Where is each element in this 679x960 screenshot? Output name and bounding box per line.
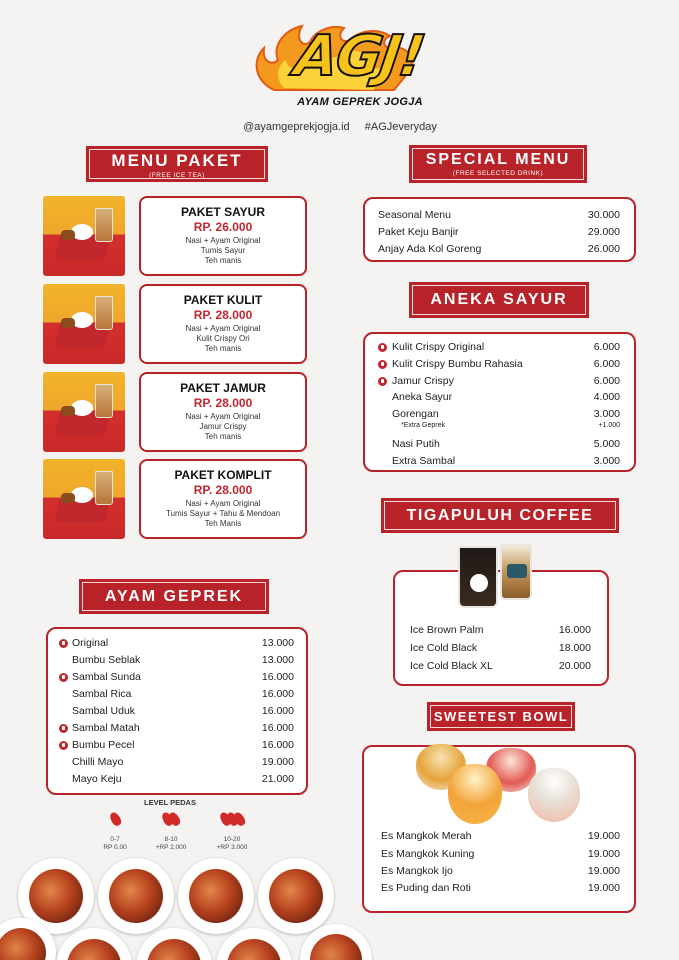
item-price: 19.000 <box>261 756 294 768</box>
item-price: 3.000 <box>593 408 620 420</box>
coffee-banner <box>381 498 619 533</box>
paket-desc-line: Nasi + Ayam Original <box>185 499 261 508</box>
level-extra: RP 0.00 <box>103 844 127 851</box>
item-price: 16.000 <box>558 624 591 636</box>
logo-wordmark: AGJ! <box>290 24 428 89</box>
paket-card <box>139 284 307 364</box>
item-price: 3.000 <box>593 455 620 467</box>
item-price: +1.000 <box>598 422 620 429</box>
paket-desc-line: Teh Manis <box>204 519 242 528</box>
food-plate <box>136 928 212 960</box>
aneka-sayur-box <box>363 332 636 472</box>
food-plate <box>98 858 174 934</box>
item-price: 18.000 <box>558 642 591 654</box>
level-item <box>90 812 140 852</box>
paket-desc <box>141 412 305 442</box>
item-name: Sambal Sunda <box>72 671 141 683</box>
item-price: 19.000 <box>587 848 620 860</box>
spicy-icon <box>378 377 387 386</box>
item-price: 13.000 <box>261 637 294 649</box>
sweetest-bowl-banner <box>427 702 575 731</box>
special-menu-title: SPECIAL MENU <box>425 151 571 168</box>
paket-photo <box>43 372 125 452</box>
spicy-icon <box>59 741 68 750</box>
item-price: 16.000 <box>261 705 294 717</box>
item-price: 26.000 <box>587 243 620 255</box>
paket-desc-line: Teh manis <box>204 344 242 353</box>
food-plate <box>178 858 254 934</box>
aneka-sayur-banner <box>409 282 589 318</box>
paket-desc-line: Kulit Crispy Ori <box>196 334 250 343</box>
item-price: 29.000 <box>587 226 620 238</box>
paket-photo <box>43 284 125 364</box>
chili-icon <box>206 812 258 836</box>
item-name: Anjay Ada Kol Goreng <box>378 243 482 255</box>
paket-card <box>139 459 307 539</box>
level-item <box>146 812 196 852</box>
menu-paket-subtitle: (FREE ICE TEA) <box>149 172 205 179</box>
item-price: 6.000 <box>593 358 620 370</box>
menu-paket-banner <box>86 146 268 182</box>
instagram-handle: @ayamgeprekjogja.id <box>243 121 350 133</box>
coffee-cup-photo <box>458 546 498 608</box>
level-pedas-title: LEVEL PEDAS <box>144 798 196 807</box>
item-name: Aneka Sayur <box>392 391 453 403</box>
dessert-bowl <box>528 768 580 822</box>
level-range: 8-10 <box>164 836 178 843</box>
menu-paket-title: MENU PAKET <box>111 151 243 170</box>
item-name: Paket Keju Banjir <box>378 226 459 238</box>
item-name: Kulit Crispy Original <box>392 341 485 353</box>
paket-desc-line: Nasi + Ayam Original <box>185 324 261 333</box>
item-name: Sambal Uduk <box>72 705 136 717</box>
paket-name: PAKET KULIT <box>183 293 263 307</box>
spicy-icon <box>378 343 387 352</box>
coffee-cup-photo <box>500 544 532 600</box>
spicy-icon <box>59 724 68 733</box>
item-name: Extra Sambal <box>392 455 456 467</box>
chili-icon <box>90 812 140 836</box>
paket-desc-line: Nasi + Ayam Original <box>185 412 261 421</box>
paket-price: RP. 28.000 <box>193 483 253 497</box>
item-name: Es Mangkok Ijo <box>381 865 453 877</box>
item-price: 16.000 <box>261 671 294 683</box>
item-price: 30.000 <box>587 209 620 221</box>
item-name: Nasi Putih <box>392 438 440 450</box>
item-price: 19.000 <box>587 830 620 842</box>
item-name: *Extra Geprek <box>401 422 445 429</box>
paket-price: RP. 26.000 <box>193 220 253 234</box>
logo-subtitle: AYAM GEPREK JOGJA <box>297 96 423 108</box>
item-name: Original <box>72 637 109 649</box>
item-price: 13.000 <box>261 654 294 666</box>
item-name: Es Mangkok Merah <box>381 830 472 842</box>
hashtag: #AGJeveryday <box>364 121 437 133</box>
ayam-geprek-banner <box>79 579 269 614</box>
item-price: 19.000 <box>587 865 620 877</box>
item-price: 16.000 <box>261 722 294 734</box>
food-plate <box>258 858 334 934</box>
paket-desc <box>141 499 305 529</box>
item-name: Ice Cold Black <box>410 642 478 654</box>
aneka-sayur-title: ANEKA SAYUR <box>430 291 568 308</box>
paket-desc-line: Teh manis <box>204 256 242 265</box>
item-name: Jamur Crispy <box>392 375 454 387</box>
paket-desc <box>141 236 305 266</box>
spicy-icon <box>59 639 68 648</box>
item-price: 5.000 <box>593 438 620 450</box>
paket-name: PAKET KOMPLIT <box>174 468 272 482</box>
item-price: 21.000 <box>261 773 294 785</box>
item-price: 19.000 <box>587 882 620 894</box>
item-price: 16.000 <box>261 688 294 700</box>
item-name: Sambal Rica <box>72 688 132 700</box>
item-name: Mayo Keju <box>72 773 122 785</box>
paket-photo <box>43 459 125 539</box>
food-plate <box>216 928 292 960</box>
item-name: Bumbu Pecel <box>72 739 135 751</box>
special-menu-banner <box>409 145 587 183</box>
level-extra: +RP 2.000 <box>155 844 187 851</box>
paket-price: RP. 28.000 <box>193 308 253 322</box>
paket-desc-line: Teh manis <box>204 432 242 441</box>
item-name: Sambal Matah <box>72 722 140 734</box>
item-price: 6.000 <box>593 341 620 353</box>
item-price: 20.000 <box>558 660 591 672</box>
item-name: Chilli Mayo <box>72 756 124 768</box>
item-name: Es Mangkok Kuning <box>381 848 475 860</box>
item-price: 4.000 <box>593 391 620 403</box>
item-name: Bumbu Seblak <box>72 654 141 666</box>
ayam-geprek-box <box>46 627 308 795</box>
coffee-title: TIGAPULUH COFFEE <box>406 507 594 524</box>
special-menu-subtitle: (FREE SELECTED DRINK) <box>452 170 544 177</box>
paket-name: PAKET SAYUR <box>180 205 266 219</box>
paket-photo <box>43 196 125 276</box>
item-price: 6.000 <box>593 375 620 387</box>
paket-desc-line: Tumis Sayur <box>200 246 246 255</box>
spicy-icon <box>59 673 68 682</box>
level-extra: +RP 3.000 <box>216 844 248 851</box>
paket-price: RP. 28.000 <box>193 396 253 410</box>
item-name: Es Puding dan Roti <box>381 882 471 894</box>
item-price: 16.000 <box>261 739 294 751</box>
item-name: Seasonal Menu <box>378 209 451 221</box>
special-menu-box <box>363 197 636 262</box>
ayam-geprek-title: AYAM GEPREK <box>104 588 244 605</box>
paket-name: PAKET JAMUR <box>180 381 266 395</box>
item-name: Kulit Crispy Bumbu Rahasia <box>392 358 523 370</box>
spicy-icon <box>378 360 387 369</box>
item-name: Gorengan <box>392 408 439 420</box>
paket-card <box>139 196 307 276</box>
social-handles <box>200 121 480 133</box>
brand-logo <box>244 20 434 120</box>
dessert-bowl <box>448 764 502 824</box>
paket-desc-line: Nasi + Ayam Original <box>185 236 261 245</box>
paket-desc-line: Tumis Sayur + Tahu & Mendoan <box>165 509 281 518</box>
paket-desc-line: Jamur Crispy <box>199 422 247 431</box>
food-plate <box>56 928 132 960</box>
item-name: Ice Brown Palm <box>410 624 484 636</box>
level-item <box>206 812 258 852</box>
level-range: 10-20 <box>223 836 241 843</box>
paket-card <box>139 372 307 452</box>
paket-desc <box>141 324 305 354</box>
level-range: 0-7 <box>110 836 120 843</box>
chili-icon <box>146 812 196 836</box>
sweetest-bowl-title: SWEETEST BOWL <box>433 709 569 724</box>
item-name: Ice Cold Black XL <box>410 660 493 672</box>
